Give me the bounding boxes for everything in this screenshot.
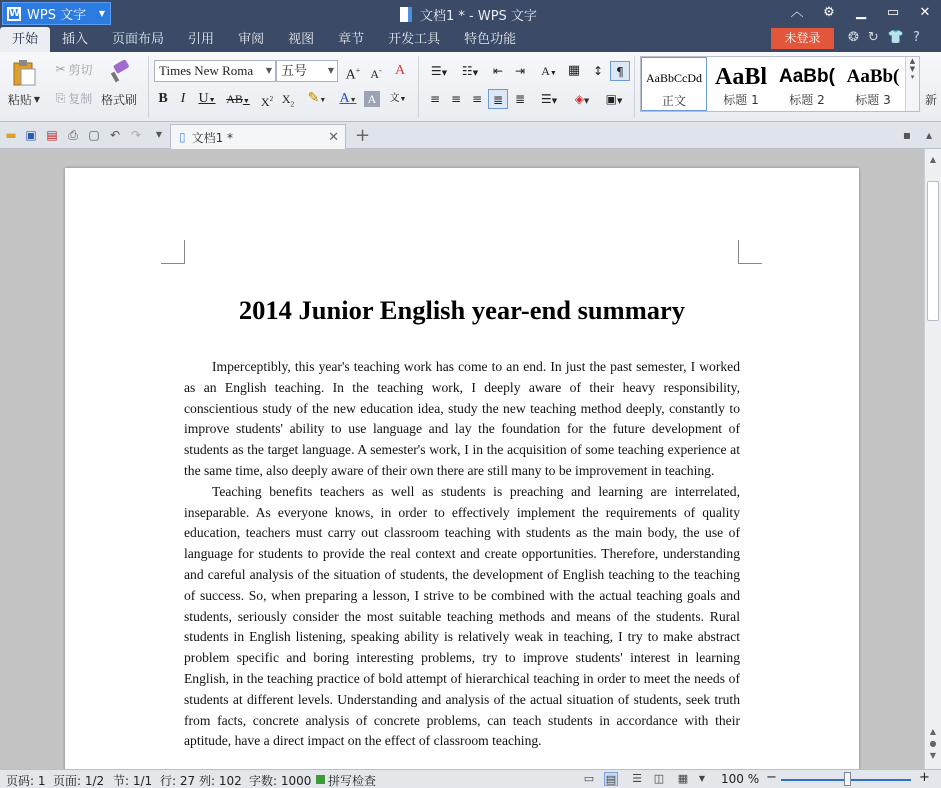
- tab-home[interactable]: 开始: [0, 27, 50, 52]
- zoom-out-icon[interactable]: −: [766, 770, 777, 785]
- format-painter-button[interactable]: 格式刷: [100, 92, 137, 107]
- redo-icon[interactable]: ↷: [130, 128, 142, 142]
- status-bar: [0, 769, 941, 788]
- show-marks-icon[interactable]: ¶: [610, 61, 630, 81]
- skin-icon[interactable]: ⚙: [823, 5, 835, 20]
- document-tab[interactable]: [170, 124, 346, 149]
- format-painter-icon[interactable]: [104, 58, 134, 86]
- font-size-select[interactable]: 五号 ▼: [276, 60, 338, 82]
- copy-icon: ⎘: [55, 90, 66, 105]
- print-icon[interactable]: ⎙: [68, 128, 78, 142]
- spell-check-icon: [316, 775, 325, 784]
- superscript-icon[interactable]: $X^2$: [260, 95, 274, 109]
- tab-view[interactable]: 视图: [288, 32, 315, 47]
- feedback-icon[interactable]: ❂: [848, 30, 859, 45]
- wps-logo-icon: W: [9, 7, 21, 19]
- font-name-select[interactable]: Times New Roma ▼: [154, 60, 276, 82]
- document-area: [0, 149, 924, 769]
- window-mode-icon[interactable]: ▪: [902, 128, 912, 142]
- numbered-list-icon[interactable]: ☷▼: [461, 64, 479, 78]
- cut-button[interactable]: ✂ 剪切: [55, 62, 93, 77]
- status-page-number: 页码: 1: [6, 774, 46, 788]
- paragraph[interactable]: Teaching benefits teachers as well as students is preaching and learning are interrelated, inseparable. As everyone knows, in order to effectively implement the requirements of quality education, teachers must carry out classroom teaching with students as the main body, the use of language for students to provide the real context and create opportunities. Therefore, understanding and careful analysis of the situation of students, the development of English teaching to the teaching of success. So, when preparing a lesson, I strive to be combined with the actual teaching goals and students, seriously consider the most suitable teaching methods and means of the students. Rural students in English listening, speaking ability is relatively weak in teaching, I try to make abstract problem specific and boring interesting problems, try to improve students' interest in learning English, in the teaching practice of bold attempt of hierarchical teaching in order to meet the needs of students at different levels. Understanding and analysis of the actual situation of students, seek truth from facts, concrete analysis of concrete problems, can teach students in accordance with their aptitude, have a direct impact on the effect of classroom teaching.: [184, 483, 740, 749]
- window-title: [400, 5, 537, 24]
- open-folder-icon[interactable]: ▬: [5, 128, 17, 142]
- print-preview-icon[interactable]: ▢: [88, 128, 100, 142]
- undo-icon[interactable]: ↶: [109, 128, 121, 142]
- style-heading-3[interactable]: AaBb( 标题 3: [846, 66, 900, 107]
- next-page-icon[interactable]: ▼: [929, 751, 937, 760]
- menu-right-icons: [848, 30, 920, 45]
- login-button[interactable]: 未登录: [771, 28, 834, 49]
- maximize-button[interactable]: ▭: [886, 5, 900, 20]
- font-color-icon[interactable]: A▼: [339, 91, 357, 106]
- subscript-icon[interactable]: $X_2$: [281, 92, 295, 109]
- prev-page-icon[interactable]: ▲: [929, 727, 937, 736]
- paste-button[interactable]: 粘贴 ▼: [7, 92, 41, 107]
- underline-icon[interactable]: U▼: [198, 91, 216, 106]
- char-shading-icon[interactable]: A: [364, 91, 380, 107]
- app-menu-button[interactable]: [2, 2, 111, 25]
- crop-mark: [738, 240, 762, 264]
- quick-access-bar: [0, 122, 941, 149]
- scroll-up-icon[interactable]: ▲: [929, 155, 937, 164]
- outline-view-icon[interactable]: ☰: [632, 772, 642, 785]
- chevron-down-icon: ▼: [98, 9, 105, 18]
- tab-sections[interactable]: 章节: [338, 32, 365, 47]
- zoom-level[interactable]: 100 %: [721, 772, 760, 786]
- shirt-icon[interactable]: 👕: [887, 30, 904, 45]
- phonetic-guide-icon[interactable]: 文▼: [389, 93, 407, 104]
- document-title[interactable]: 2014 Junior English year-end summary: [238, 295, 686, 325]
- text-direction-icon[interactable]: A▼: [541, 64, 557, 78]
- paste-icon[interactable]: [8, 58, 40, 88]
- increase-indent-icon[interactable]: ⇥: [514, 64, 526, 78]
- spell-check-button[interactable]: 拼写检查: [328, 774, 377, 788]
- styles-scroll[interactable]: ▲ ▼ ▾: [905, 57, 919, 111]
- bold-icon[interactable]: B: [158, 91, 168, 106]
- highlight-icon[interactable]: ✎▼: [307, 91, 327, 106]
- menu-bar: [0, 27, 941, 52]
- align-center-icon[interactable]: ≡: [450, 92, 462, 106]
- shading-icon[interactable]: ◈▼: [574, 92, 590, 106]
- divider: [148, 56, 149, 118]
- decrease-indent-icon[interactable]: ⇤: [492, 64, 504, 78]
- status-section: 节: 1/1: [113, 774, 153, 788]
- ribbon: [0, 52, 941, 122]
- new-style-button[interactable]: 新: [924, 92, 937, 107]
- vertical-scrollbar[interactable]: [924, 149, 941, 769]
- strikethrough-icon[interactable]: AB▼: [226, 92, 250, 106]
- window-title-text: 文档1 * - WPS 文字: [420, 9, 537, 24]
- document-icon: [400, 7, 412, 22]
- view-icon[interactable]: ▭: [583, 772, 595, 785]
- status-page-count[interactable]: 页面: 1/2: [53, 774, 105, 788]
- document-tab-label: 文档1 *: [191, 130, 234, 145]
- scroll-thumb[interactable]: [927, 181, 939, 321]
- status-row: 行: 27: [160, 774, 196, 788]
- collapse-ribbon-icon[interactable]: ︿: [790, 5, 804, 20]
- shrink-font-icon[interactable]: A-: [370, 66, 382, 81]
- align-right-icon[interactable]: ≡: [471, 92, 483, 106]
- copy-button[interactable]: ⎘ 复制: [55, 90, 93, 106]
- sync-icon[interactable]: ↻: [867, 30, 879, 45]
- line-spacing-icon[interactable]: ☰▼: [540, 92, 558, 106]
- tab-page-layout[interactable]: 页面布局: [112, 32, 165, 47]
- zoom-in-icon[interactable]: +: [919, 770, 930, 785]
- close-button[interactable]: ✕: [919, 5, 931, 20]
- clear-format-icon[interactable]: A: [394, 63, 406, 78]
- document-icon: ▯: [179, 130, 186, 144]
- bullet-list-icon[interactable]: ☰▼: [430, 64, 448, 78]
- collapse-tabs-icon[interactable]: ▴: [925, 128, 933, 142]
- style-heading-2[interactable]: AaBb( 标题 2: [779, 66, 835, 107]
- align-left-icon[interactable]: ≡: [429, 92, 441, 106]
- new-tab-button[interactable]: +: [355, 125, 371, 146]
- page-view-icon[interactable]: ▤: [605, 773, 617, 786]
- reading-view-icon[interactable]: ▦: [677, 772, 689, 785]
- style-normal[interactable]: AaBbCcDd 正文: [641, 57, 707, 111]
- grow-font-icon[interactable]: A+: [345, 66, 361, 83]
- zoom-slider-thumb[interactable]: [844, 772, 851, 786]
- justify-icon[interactable]: ≣: [488, 89, 508, 109]
- divider: [634, 56, 635, 118]
- document-body[interactable]: [184, 357, 740, 752]
- status-word-count[interactable]: 字数: 1000: [249, 774, 312, 788]
- export-pdf-icon[interactable]: ▤: [46, 128, 58, 142]
- status-column: 列: 102: [199, 774, 242, 788]
- tab-references[interactable]: 引用: [188, 32, 215, 47]
- scissors-icon: ✂: [55, 62, 66, 76]
- sort-icon[interactable]: ↕: [592, 64, 604, 78]
- web-view-icon[interactable]: ◫: [653, 772, 665, 785]
- minimize-button[interactable]: ▁: [856, 5, 866, 20]
- window-controls: [781, 0, 941, 27]
- tab-insert[interactable]: 插入: [62, 32, 89, 47]
- paragraph[interactable]: Imperceptibly, this year's teaching work has come to an end. In just the past semester, I worked as an English teaching. In the teaching work, I deeply aware of their heavy responsibility, conscientious study of the new education idea, study the new teaching method deeply, constantly to improve students' ability to use language and lay the foundation for the future development of students as the target language. A semester's work, I in the acquisition of some teaching experience at the same time, also deeply aware of their own there are still many to be improvement in teaching.: [184, 359, 740, 478]
- divider: [418, 56, 419, 118]
- select-browse-icon[interactable]: ●: [929, 739, 937, 748]
- customize-qa-icon[interactable]: ▼: [155, 130, 163, 139]
- style-heading-1[interactable]: AaBl 标题 1: [714, 64, 767, 107]
- italic-icon[interactable]: I: [180, 91, 186, 106]
- document-page[interactable]: [65, 168, 859, 769]
- save-icon[interactable]: ▣: [25, 128, 37, 142]
- tab-features[interactable]: 特色功能: [464, 32, 517, 47]
- distribute-icon[interactable]: ≣: [514, 92, 526, 106]
- styles-gallery: [640, 56, 920, 112]
- tab-review[interactable]: 审阅: [238, 32, 265, 47]
- close-icon[interactable]: ✕: [328, 129, 339, 145]
- title-bar: [0, 0, 941, 27]
- help-icon[interactable]: ?: [913, 30, 920, 45]
- tab-developer[interactable]: 开发工具: [388, 32, 441, 47]
- table-icon[interactable]: ▦: [567, 63, 581, 78]
- crop-mark: [161, 240, 185, 264]
- chevron-down-icon[interactable]: ▼: [698, 774, 706, 783]
- app-name: WPS 文字: [27, 8, 87, 23]
- borders-icon[interactable]: ▣▼: [605, 92, 623, 106]
